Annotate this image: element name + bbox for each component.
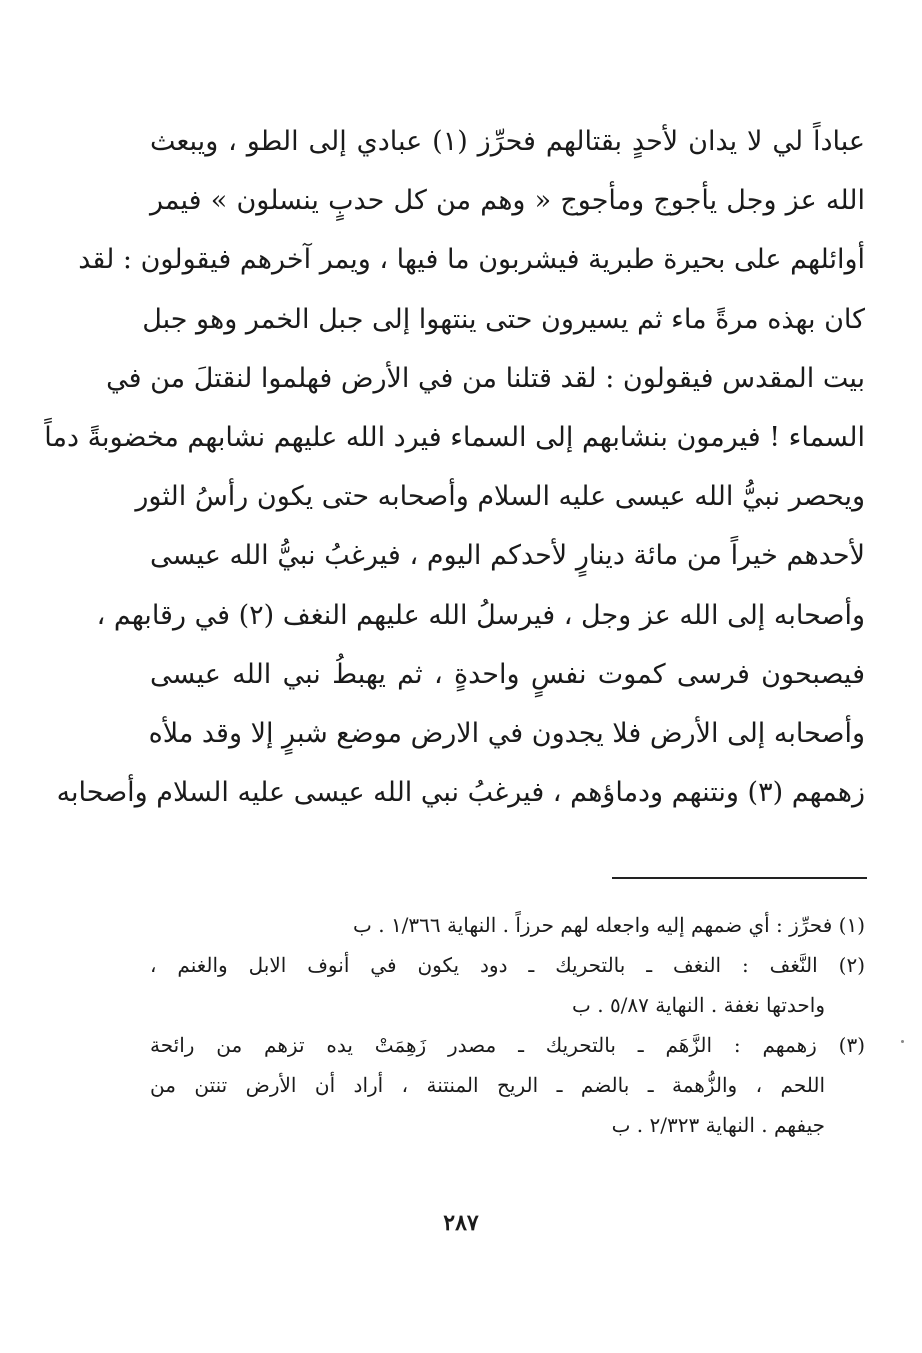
text-line: أوائلهم على بحيرة طبرية فيشربون ما فيها ، ويمر آخرهم فيقولون : لقد	[78, 244, 865, 276]
footnote-3-continuation: اللحم ، والزُّهمة ـ بالضم ـ الريح المنتنة ، أراد أن الأرض تنتن من	[150, 1073, 825, 1097]
text-line: لأحدهم خيراً من مائة دينارٍ لأحدكم اليوم ، فيرغبُ نبيُّ الله عيسى	[150, 540, 865, 572]
footnote-2-continuation: واحدتها نغفة . النهاية ٥/٨٧ . ب	[572, 993, 825, 1017]
text-line: عباداً لي لا يدان لأحدٍ بقتالهم فحرِّز (١) عبادي إلى الطو ، ويبعث	[150, 126, 865, 157]
text-line: زهمهم (٣) ونتنهم ودماؤهم ، فيرغبُ نبي الله عيسى عليه السلام وأصحابه	[56, 777, 865, 809]
footnotes	[150, 905, 865, 1145]
text-line: كان بهذه مرةً ماء ثم يسيرون حتى ينتهوا إلى جبل الخمر وهو جبل	[142, 303, 865, 335]
text-line: بيت المقدس فيقولون : لقد قتلنا من في الأرض فهلموا لنقتلَ من في	[106, 362, 865, 394]
footnote-2: (٢) النَّغف : النغف ـ بالتحريك ـ دود يكون في أنوف الابل والغنم ،	[150, 953, 865, 977]
text-line: فيصبحون فرسى كموت نفسٍ واحدةٍ ، ثم يهبطُ نبي الله عيسى	[150, 658, 865, 690]
text-line: وأصحابه إلى الأرض فلا يجدون في الارض موضع شبرٍ إلا وقد ملأه	[148, 717, 865, 749]
footnote-3: (٣) زهمهم : الزَّهَم ـ بالتحريك ـ مصدر زَهِمَتْ يده تزهم من رائحة	[150, 1033, 865, 1057]
scan-speck	[901, 1040, 904, 1043]
main-text	[44, 112, 865, 822]
footnote-3-continuation: جيفهم . النهاية ٢/٣٢٣ . ب	[611, 1113, 825, 1137]
text-line: الله عز وجل يأجوج ومأجوج « وهم من كل حدبٍ ينسلون » فيمر	[150, 185, 865, 217]
text-line: وأصحابه إلى الله عز وجل ، فيرسلُ الله عليهم النغف (٢) في رقابهم ،	[96, 599, 865, 631]
footnote-1: (١) فحرِّز : أي ضمهم إليه واجعله لهم حرزاً . النهاية ١/٣٦٦ . ب	[353, 913, 865, 937]
text-line: ويحصر نبيُّ الله عيسى عليه السلام وأصحابه حتى يكون رأسُ الثور	[135, 481, 865, 513]
text-line: السماء ! فيرمون بنشابهم إلى السماء فيرد الله عليهم نشابهم مخضوبةً دماً	[44, 421, 865, 453]
footnote-separator	[612, 877, 867, 879]
page-number: ٢٨٧	[443, 1210, 479, 1236]
